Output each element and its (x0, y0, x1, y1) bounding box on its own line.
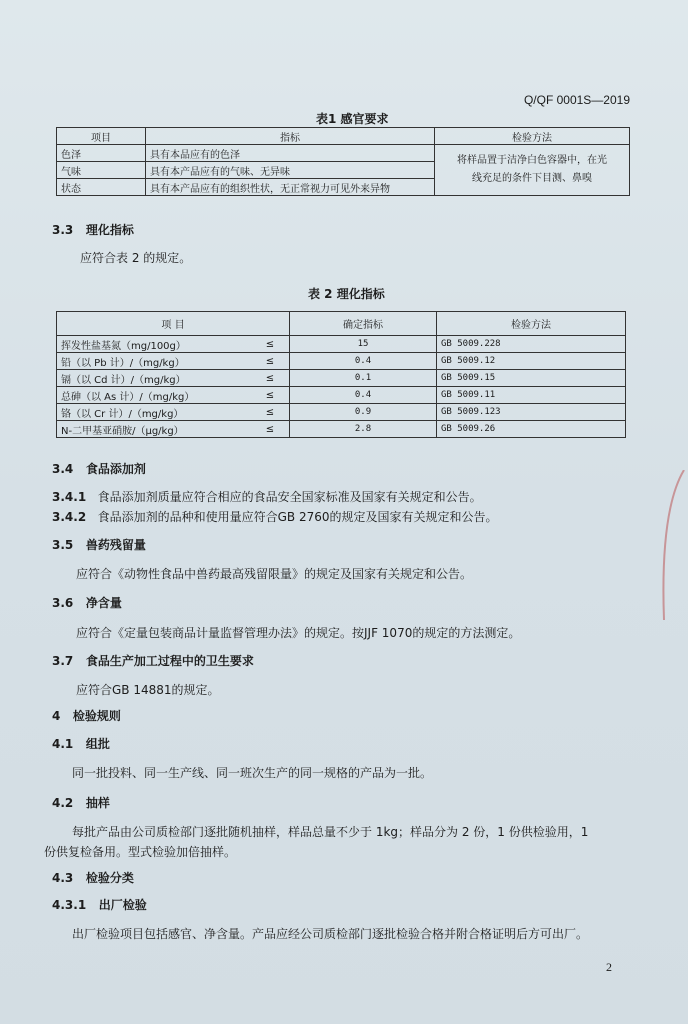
table2-cell-method: GB 5009.11 (437, 387, 626, 404)
table2-cell-item: 铅（以 Pb 计）/（mg/kg） (57, 353, 252, 370)
table2-cell-item: 铬（以 Cr 计）/（mg/kg） (57, 404, 252, 421)
section-4: 4 检验规则 (52, 709, 121, 723)
table2-cell-op: ≤ (251, 353, 290, 370)
table2-cell-method: GB 5009.123 (437, 404, 626, 421)
table1-cell: 具有本品应有的色泽 (146, 145, 435, 162)
table1-method-line: 线充足的条件下目测、鼻嗅 (472, 173, 592, 184)
section-4-2: 4.2 抽样 (52, 796, 110, 810)
section-3-3: 3.3 理化指标 (52, 223, 134, 237)
table2-cell-value: 0.9 (290, 404, 437, 421)
table2-cell-method: GB 5009.228 (437, 336, 626, 353)
table2-cell-item: 总砷（以 As 计）/（mg/kg） (57, 387, 252, 404)
page-number: 2 (606, 960, 612, 974)
sensory-table (56, 127, 630, 196)
section-3-3-text: 应符合表 2 的规定。 (80, 251, 192, 265)
section-3-6: 3.6 净含量 (52, 596, 122, 610)
section-3-4-1: 3.4.1 食品添加剂质量应符合相应的食品安全国家标准及国家有关规定和公告。 (52, 490, 482, 504)
table2-header-item: 项 目 (57, 312, 290, 336)
section-4-2-text: 每批产品由公司质检部门逐批随机抽样，样品总量不少于 1kg；样品分为 2 份，1 份供检验用，1 (72, 825, 589, 839)
table2-cell-method: GB 5009.15 (437, 370, 626, 387)
section-4-3-1: 4.3.1 出厂检验 (52, 898, 147, 912)
table2-cell-item: 挥发性盐基氮（mg/100g） (57, 336, 252, 353)
section-3-6-text: 应符合《定量包装商品计量监督管理办法》的规定。按JJF 1070的规定的方法测定。 (76, 626, 521, 640)
table2-cell-item: N-二甲基亚硝胺/（μg/kg） (57, 421, 252, 438)
table1-title: 表1 感官要求 (316, 112, 389, 126)
table2-cell-value: 0.1 (290, 370, 437, 387)
table1-method-cell (435, 145, 630, 196)
table2-header-method: 检验方法 (437, 312, 626, 336)
table1-header-item: 项目 (57, 128, 146, 145)
table2-cell-value: 0.4 (290, 353, 437, 370)
table2-cell-method: GB 5009.26 (437, 421, 626, 438)
table1-header-indicator: 指标 (146, 128, 435, 145)
table1-cell: 状态 (57, 179, 146, 196)
table2-cell-op: ≤ (251, 421, 290, 438)
official-seal-fragment (656, 470, 688, 620)
document-code: Q/QF 0001S—2019 (523, 93, 630, 107)
table2-cell-value: 15 (290, 336, 437, 353)
section-4-1: 4.1 组批 (52, 737, 110, 751)
section-4-1-text: 同一批投料、同一生产线、同一班次生产的同一规格的产品为一批。 (72, 766, 433, 780)
table1-cell: 色泽 (57, 145, 146, 162)
section-3-7: 3.7 食品生产加工过程中的卫生要求 (52, 654, 254, 668)
table2-cell-op: ≤ (251, 404, 290, 421)
table2-cell-op: ≤ (251, 370, 290, 387)
section-4-3: 4.3 检验分类 (52, 871, 134, 885)
section-4-3-1-text: 出厂检验项目包括感官、净含量。产品应经公司质检部门逐批检验合格并附合格证明后方可出厂。 (72, 927, 589, 941)
table2-title: 表 2 理化指标 (308, 287, 385, 301)
section-3-5-text: 应符合《动物性食品中兽药最高残留限量》的规定及国家有关规定和公告。 (76, 567, 473, 581)
section-3-7-text: 应符合GB 14881的规定。 (76, 683, 220, 697)
section-4-2-text: 份供复检备用。型式检验加倍抽样。 (44, 845, 237, 859)
table1-header-method: 检验方法 (435, 128, 630, 145)
table2-cell-op: ≤ (251, 336, 290, 353)
table1-cell: 气味 (57, 162, 146, 179)
table2-cell-item: 镉（以 Cd 计）/（mg/kg） (57, 370, 252, 387)
section-3-5: 3.5 兽药残留量 (52, 538, 146, 552)
table2-cell-value: 0.4 (290, 387, 437, 404)
table2-cell-value: 2.8 (290, 421, 437, 438)
physchem-table (56, 311, 626, 438)
section-3-4-2: 3.4.2 食品添加剂的品种和使用量应符合GB 2760的规定及国家有关规定和公告。 (52, 510, 498, 524)
table1-method-line: 将样品置于洁净白色容器中，在光 (457, 155, 607, 166)
table1-cell: 具有本产品应有的气味、无异味 (146, 162, 435, 179)
seal-arc-icon (656, 470, 688, 620)
section-3-4: 3.4 食品添加剂 (52, 462, 146, 476)
table2-cell-op: ≤ (251, 387, 290, 404)
table2-header-indicator: 确定指标 (290, 312, 437, 336)
table2-cell-method: GB 5009.12 (437, 353, 626, 370)
table1-cell: 具有本产品应有的组织性状，无正常视力可见外来异物 (146, 179, 435, 196)
